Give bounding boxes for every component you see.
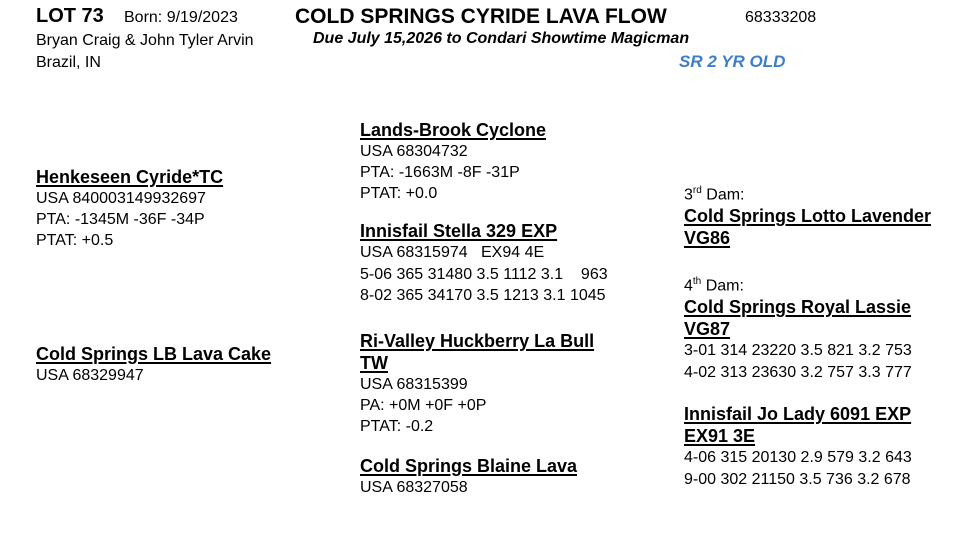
due-date: Due July 15,2026 to Condari Showtime Magicman xyxy=(313,30,690,47)
sire-sire-pta: PTA: -1663M -8F -31P xyxy=(360,164,520,181)
third-dam-block xyxy=(684,180,931,249)
other-dam-record-2: 9-00 302 21150 3.5 736 3.2 678 xyxy=(684,470,911,488)
sire-sire-block xyxy=(360,119,546,204)
sire-block xyxy=(36,166,223,251)
registration-number: 68333208 xyxy=(745,9,817,26)
sire-dam-name: Innisfail Stella 329 EXP xyxy=(360,221,558,241)
other-dam-name-line2: EX91 3E xyxy=(684,426,756,446)
sire-ptat: PTAT: +0.5 xyxy=(36,232,114,249)
sire-dam-block xyxy=(360,220,608,307)
dam-reg: USA 68329947 xyxy=(36,367,144,384)
dam-dam-block xyxy=(360,455,577,498)
fourth-dam-name-line2: VG87 xyxy=(684,319,731,340)
other-dam-name-line1: Innisfail Jo Lady 6091 EXP xyxy=(684,404,912,424)
fourth-dam-name-line1: Cold Springs Royal Lassie xyxy=(684,297,912,318)
dam-dam-reg: USA 68327058 xyxy=(360,479,468,496)
sire-dam-record-1: 5-06 365 31480 3.5 1112 3.1 963 xyxy=(360,265,608,283)
sire-reg: USA 840003149932697 xyxy=(36,190,206,207)
dam-sire-reg: USA 68315399 xyxy=(360,376,468,393)
third-dam-name-line1: Cold Springs Lotto Lavender xyxy=(684,206,932,227)
dam-sire-name-line1: Ri-Valley Huckberry La Bull xyxy=(360,331,595,351)
dam-sire-ptat: PTAT: -0.2 xyxy=(360,418,434,435)
fourth-dam-record-2: 4-02 313 23630 3.2 757 3.3 777 xyxy=(684,363,912,381)
sire-sire-ptat: PTAT: +0.0 xyxy=(360,185,438,202)
fourth-dam-label: 4th Dam: xyxy=(684,276,744,295)
sire-sire-reg: USA 68304732 xyxy=(360,143,468,160)
sire-pta: PTA: -1345M -36F -34P xyxy=(36,211,205,228)
animal-name: COLD SPRINGS CYRIDE LAVA FLOW xyxy=(295,5,667,28)
lot-number: LOT 73 xyxy=(36,5,104,27)
location: Brazil, IN xyxy=(36,54,101,71)
dam-sire-name-line2: TW xyxy=(360,353,388,373)
dam-sire-pa: PA: +0M +0F +0P xyxy=(360,397,487,414)
dam-dam-name: Cold Springs Blaine Lava xyxy=(360,456,578,476)
other-dam-block xyxy=(684,403,912,490)
sire-name: Henkeseen Cyride*TC xyxy=(36,167,224,187)
third-dam-name-line2: VG86 xyxy=(684,228,731,249)
sire-dam-record-2: 8-02 365 34170 3.5 1213 3.1 1045 xyxy=(360,287,606,304)
dam-sire-block xyxy=(360,330,594,437)
dam-name: Cold Springs LB Lava Cake xyxy=(36,344,272,364)
fourth-dam-record-1: 3-01 314 23220 3.5 821 3.2 753 xyxy=(684,342,912,360)
owners: Bryan Craig & John Tyler Arvin xyxy=(36,32,254,49)
sire-sire-name: Lands-Brook Cyclone xyxy=(360,120,547,140)
fourth-dam-block xyxy=(684,271,912,383)
third-dam-label: 3rd Dam: xyxy=(684,185,745,204)
sire-dam-reg: USA 68315974 EX94 4E xyxy=(360,244,545,261)
birth-date: Born: 9/19/2023 xyxy=(124,9,238,26)
class-label: SR 2 YR OLD xyxy=(679,52,786,71)
other-dam-record-1: 4-06 315 20130 2.9 579 3.2 643 xyxy=(684,449,912,466)
dam-block xyxy=(36,343,271,386)
